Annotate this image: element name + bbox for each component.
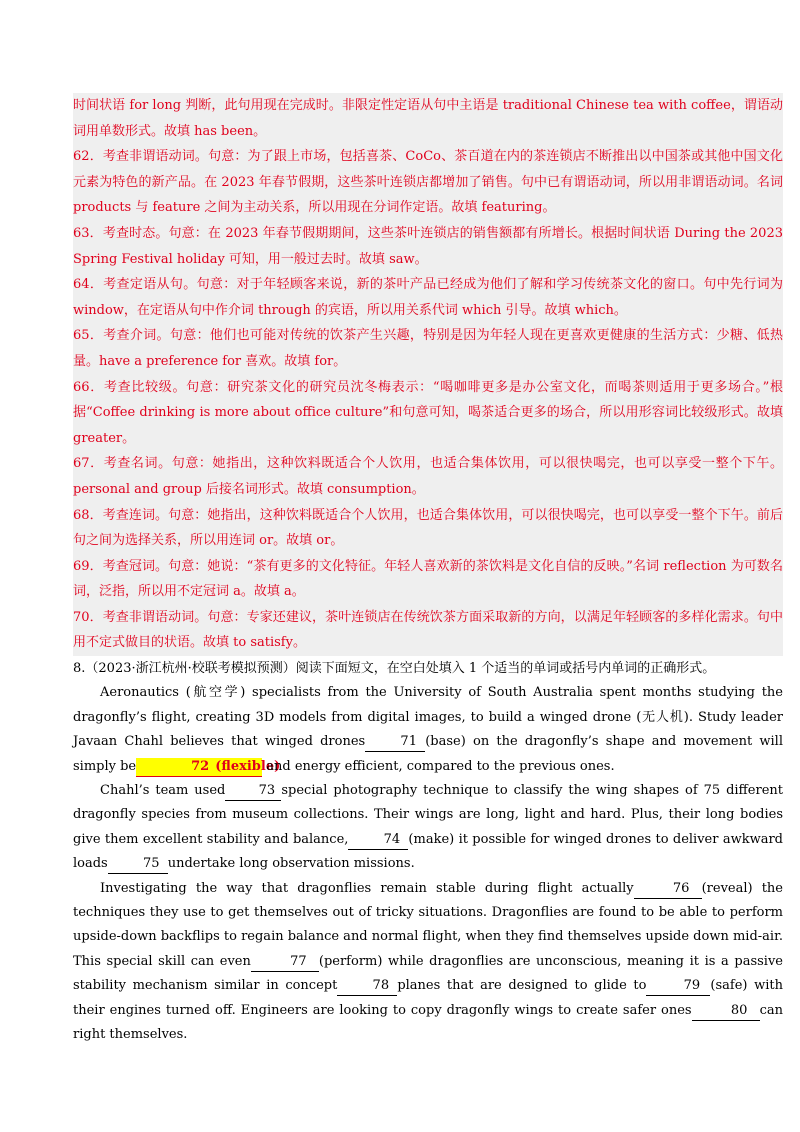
answer-62: 62．考查非谓语动词。句意：为了跟上市场，包括喜茶、CoCo、茶百道在内的茶连锁店不断推出以中国茶或其他中国文化元素为特色的新产品。在 2023 年春节假期，这些茶叶连锁店都增加了销售。句中已有谓语动词，所以用非谓语动词。名词 products 与 feature 之间为主动关系，所以用现在分词作定语。故填 featuring。 [73, 149, 783, 216]
blank-80: 80 [692, 1002, 760, 1021]
blank-76: 76 [634, 880, 702, 899]
answer-61-tail: 时间状语 for long 判断，此句用现在完成时。非限定性定语从句中主语是 traditional Chinese tea with coffee，谓语动词用单数形式。故填 has been。 [73, 98, 783, 139]
question-heading: 8.（2023·浙江杭州·校联考模拟预测）阅读下面短文，在空白处填入 1 个适当的单词或括号内单词的正确形式。 [73, 661, 716, 676]
passage-text: and energy efficient, compared to the previous ones. [262, 758, 615, 774]
passage-text: Aeronautics (航空学) specialists from the University of South Australia spent months studying the dragonfly’s flight, creating 3D models from digital images, to build a winged drone (无人机). Study leader Javaan Chahl believes that winged drones [73, 685, 783, 750]
blank-72-hint: (flexible) [215, 758, 281, 774]
passage-paragraph-3 [73, 877, 783, 1048]
passage-text: special photography technique to classify the wing shapes of 75 different dragonfly species from museum collections. Their wings are long, light and hard. Plus, their long bodies give them excellent stability and balance, [73, 783, 783, 847]
passage-text: can right themselves. [73, 1002, 783, 1043]
answer-explanations [73, 93, 783, 656]
blank-78: 78 [337, 977, 397, 996]
passage-paragraph-1 [73, 681, 783, 779]
passage-text: planes that are designed to glide to [397, 978, 647, 994]
passage-text: (safe) with their engines turned off. Engineers are looking to copy dragonfly wings to create safer ones [73, 978, 783, 1018]
blank-71: 71 [365, 733, 425, 752]
answer-64: 64．考查定语从句。句意：对于年轻顾客来说，新的茶叶产品已经成为他们了解和学习传统茶文化的窗口。句中先行词为 window，在定语从句中作介词 through 的宾语，所以用关系代词 which 引导。故填 which。 [73, 277, 783, 318]
passage-text: (base) on the dragonfly’s shape and movement will simply be [73, 734, 783, 774]
question-8 [73, 657, 783, 1048]
passage-text: (reveal) the techniques they use to get themselves out of tricky situations. Dragonflies are found to be able to perform upside-down backflips to regain balance and normal flight, when they find themselves upside down mid-air. This special skill can even [73, 880, 783, 969]
passage-text: undertake long observation missions. [167, 856, 415, 872]
answer-66: 66．考查比较级。句意：研究茶文化的研究员沈冬梅表示：“喝咖啡更多是办公室文化，而喝茶则适用于更多场合。”根据“Coffee drinking is more about office culture”和句意可知，喝茶适合更多的场合，所以用形容词比较级形式。故填 greater。 [73, 379, 783, 446]
answer-70: 70．考查非谓语动词。句意：专家还建议，茶叶连锁店在传统饮茶方面采取新的方向，以满足年轻顾客的多样化需求。句中用不定式做目的状语。故填 to satisfy。 [73, 609, 783, 651]
answer-69: 69．考查冠词。句意：她说：“茶有更多的文化特征。年轻人喜欢新的茶饮料是文化自信的反映。”名词 reflection 为可数名词，泛指，所以用不定冠词 a。故填 a。 [73, 558, 783, 600]
passage-text: (perform) while dragonflies are unconscious, meaning it is a passive stability mechanism similar in concept [73, 953, 783, 994]
answer-68: 68．考查连词。句意：她指出，这种饮料既适合个人饮用，也适合集体饮用，可以很快喝完，也可以享受一整个下午。前后句之间为选择关系，所以用连词 or。故填 or。 [73, 507, 783, 549]
passage-text: Chahl’s team used [100, 783, 226, 799]
blank-75: 75 [108, 855, 168, 874]
blank-72-number: 72 [191, 758, 210, 774]
blank-73: 73 [225, 782, 281, 801]
blank-79: 79 [646, 977, 710, 996]
answer-65: 65．考查介词。句意：他们也可能对传统的饮茶产生兴趣，特别是因为年轻人现在更喜欢更健康的生活方式：少糖、低热量。have a preference for 喜欢。故填 for。 [73, 328, 783, 369]
passage-text: (make) it possible for winged drones to deliver awkward loads [73, 831, 783, 872]
blank-74: 74 [348, 831, 408, 850]
passage-text: Investigating the way that dragonflies remain stable during flight actually [100, 880, 634, 896]
answer-67: 67．考查名词。句意：她指出，这种饮料既适合个人饮用，也适合集体饮用，可以很快喝完，也可以享受一整个下午。personal and group 后接名词形式。故填 consumption。 [73, 456, 783, 497]
blank-72-highlighted [136, 758, 281, 777]
passage-paragraph-2 [73, 779, 783, 877]
answer-63: 63．考查时态。句意：在 2023 年春节假期期间，这些茶叶连锁店的销售额都有所增长。根据时间状语 During the 2023 Spring Festival holiday 可知，用一般过去时。故填 saw。 [73, 225, 783, 267]
blank-77: 77 [251, 953, 319, 972]
